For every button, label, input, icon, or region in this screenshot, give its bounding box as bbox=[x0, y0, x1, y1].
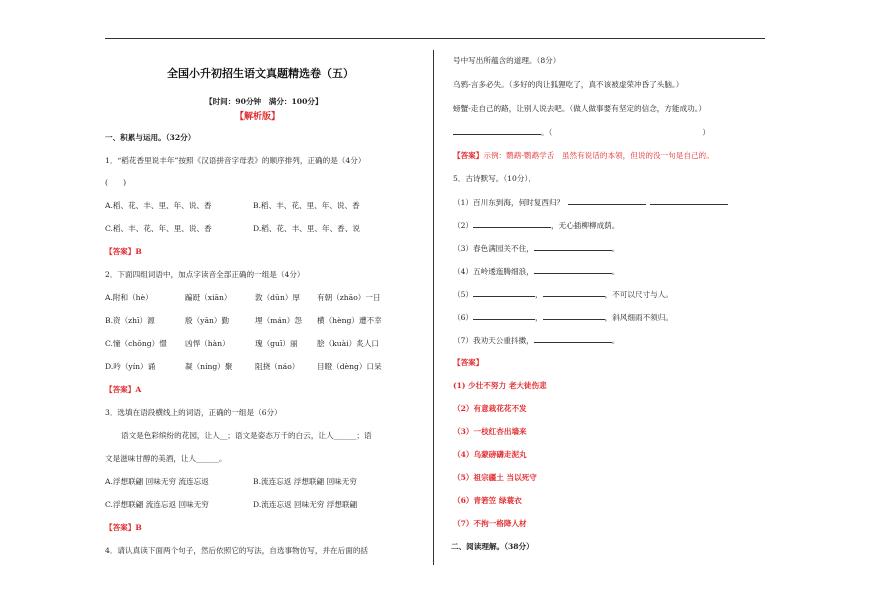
question-1-paren: ( ) bbox=[105, 178, 127, 187]
q1-option-c: C.稻、丰、花、年、里、说、香 bbox=[105, 224, 212, 233]
section-1-heading: 一、积累与运用。（32分） bbox=[105, 133, 196, 142]
q4-mid-punct: 。（ bbox=[541, 128, 553, 137]
q2-d-2: 凝（níng）聚 bbox=[185, 362, 233, 371]
poem-1: （1）百川东到海，何时复西归？ bbox=[453, 197, 728, 208]
q4-answer-text: 示例：鹦鹉-鹦鹉学舌 虽然有说话的本领，但说的没一句是自己的。 bbox=[483, 151, 714, 160]
poem-3: （3）春色满园关不住， 。 bbox=[453, 244, 620, 253]
poem-3-blank[interactable] bbox=[534, 243, 612, 251]
column-divider bbox=[433, 50, 434, 565]
q5-answer-1: (1) 少壮不努力 老大徒伤悲 bbox=[453, 381, 547, 390]
q4-end-paren: ） bbox=[702, 128, 710, 137]
q5-answer-3: （3）一枝红杏出墙来 bbox=[453, 427, 527, 436]
question-1: 1．“稻花香里说丰年”按照《汉语拼音字母表》的顺序排列，正确的是（4分） bbox=[105, 156, 366, 165]
q2-c-1: C.憧（chōng）憬 bbox=[105, 339, 167, 348]
q4-answer bbox=[453, 151, 714, 161]
q3-option-b: B.流连忘返 浮想联翩 回味无穷 bbox=[253, 477, 357, 486]
q2-answer: 【答案】A bbox=[105, 385, 142, 394]
q3-passage-line-2: 文是滋味甘醇的美酒，让人______。 bbox=[105, 454, 227, 463]
poem-6: （6） ， ，斜风细雨不须归。 bbox=[453, 313, 673, 322]
q2-b-2: 殷（yān）勤 bbox=[185, 316, 230, 325]
q5-answer-5: （5）祖宗疆土 当以死守 bbox=[453, 473, 537, 482]
q4-continued: 号中写出所蕴含的道理。（8分） bbox=[453, 56, 561, 65]
q5-answer-label: 【答案】 bbox=[453, 358, 484, 367]
q4-example-1: 乌鸦-言多必失。（多好的肉让狐狸吃了，真不该被虚荣冲昏了头脑。） bbox=[453, 80, 684, 89]
poem-2-blank[interactable] bbox=[473, 220, 551, 228]
q2-b-3: 埋（mán）怨 bbox=[255, 316, 302, 325]
poem-6-blank-a[interactable] bbox=[473, 312, 535, 320]
q3-option-d: D.流连忘返 回味无穷 浮想联翩 bbox=[253, 500, 358, 509]
q2-c-2: 凶悍（hàn） bbox=[185, 339, 230, 348]
poem-1-blank-b[interactable] bbox=[650, 197, 728, 205]
question-5: 5．古诗默写。（10分）． bbox=[453, 174, 536, 183]
q2-a-2: 蹁跹（xiān） bbox=[185, 293, 232, 302]
q3-option-a: A.浮想联翩 回味无穷 流连忘返 bbox=[105, 477, 209, 486]
exam-meta: 【时间：90分钟 满分：100分】 bbox=[205, 97, 323, 106]
q1-answer: 【答案】B bbox=[105, 247, 142, 256]
header-rule bbox=[105, 38, 765, 39]
q3-passage-line-1: 语文是色彩缤纷的花园，让人__；语文是姿态万千的白云，让人______；语 bbox=[121, 431, 372, 440]
q5-answer-4: （4）乌蒙磅礴走泥丸 bbox=[453, 450, 527, 459]
poem-7-blank[interactable] bbox=[534, 335, 612, 343]
q5-answer-2: （2）有意栽花花不发 bbox=[453, 404, 527, 413]
q4-answer-label: 【答案】 bbox=[453, 151, 484, 160]
q2-d-4: 目瞪（dèng）口呆 bbox=[317, 362, 382, 371]
poem-4: （4）五岭逶迤腾细浪， 。 bbox=[453, 267, 620, 276]
section-2-heading: 二、阅读理解。（38分） bbox=[451, 542, 534, 551]
poem-7: （7）我劝天公重抖擞， 。 bbox=[453, 336, 620, 345]
q1-option-d: D.稻、花、丰、里、年、香、说 bbox=[253, 224, 360, 233]
q1-option-a: A.稻、花、丰、里、年、说、香 bbox=[105, 201, 212, 210]
q2-a-1: A.附和（hè） bbox=[105, 293, 153, 302]
q2-b-1: B.资（zhī）源 bbox=[105, 316, 155, 325]
poem-6-blank-b[interactable] bbox=[543, 312, 605, 320]
q5-answer-7: （7）不拘一格降人材 bbox=[453, 519, 527, 528]
q2-c-3: 瑰（guī）丽 bbox=[255, 339, 298, 348]
q5-answer-6: （6）青箬笠 绿蓑衣 bbox=[453, 496, 522, 505]
poem-5-blank-a[interactable] bbox=[473, 289, 535, 297]
poem-4-blank[interactable] bbox=[534, 266, 612, 274]
q3-option-c: C.浮想联翩 流连忘返 回味无穷 bbox=[105, 500, 209, 509]
poem-5-blank-b[interactable] bbox=[543, 289, 605, 297]
q2-d-1: D.吟（yín）诵 bbox=[105, 362, 156, 371]
q2-a-4: 有朝（zhāo）一日 bbox=[317, 293, 381, 302]
poem-5: （5） ， ，不可以尺寸与人。 bbox=[453, 290, 673, 299]
q1-option-b: B.稻、丰、花、里、年、说、香 bbox=[253, 201, 360, 210]
q3-answer: 【答案】B bbox=[105, 523, 142, 532]
q2-a-3: 敦（dūn）厚 bbox=[255, 293, 301, 302]
poem-2: （2） ，无心插柳柳成荫。 bbox=[453, 221, 620, 230]
q2-b-4: 横（hèng）遭不幸 bbox=[317, 316, 382, 325]
q2-c-4: 脍（kuài）炙人口 bbox=[317, 339, 380, 348]
question-4: 4．请认真读下面两个句子，然后依照它的写法，自选事物仿写，并在后面的括 bbox=[105, 546, 369, 555]
q4-answer-line bbox=[453, 127, 710, 138]
question-3: 3．选填在语段横线上的词语，正确的一组是（6分） bbox=[105, 408, 282, 417]
analysis-tag: 【解析版】 bbox=[235, 112, 281, 122]
poem-1-blank-a[interactable] bbox=[568, 197, 646, 205]
q4-example-2: 螃蟹-走自己的路，让别人说去吧。（做人做事要有坚定的信念，方能成功。） bbox=[453, 104, 707, 113]
question-2: 2．下面四组词语中，加点字读音全部正确的一组是（4分） bbox=[105, 270, 305, 279]
q2-d-3: 阻挠（náo） bbox=[255, 362, 300, 371]
page-title: 全国小升初招生语文真题精选卷（五） bbox=[167, 67, 354, 80]
q4-blank-1[interactable] bbox=[453, 127, 541, 135]
